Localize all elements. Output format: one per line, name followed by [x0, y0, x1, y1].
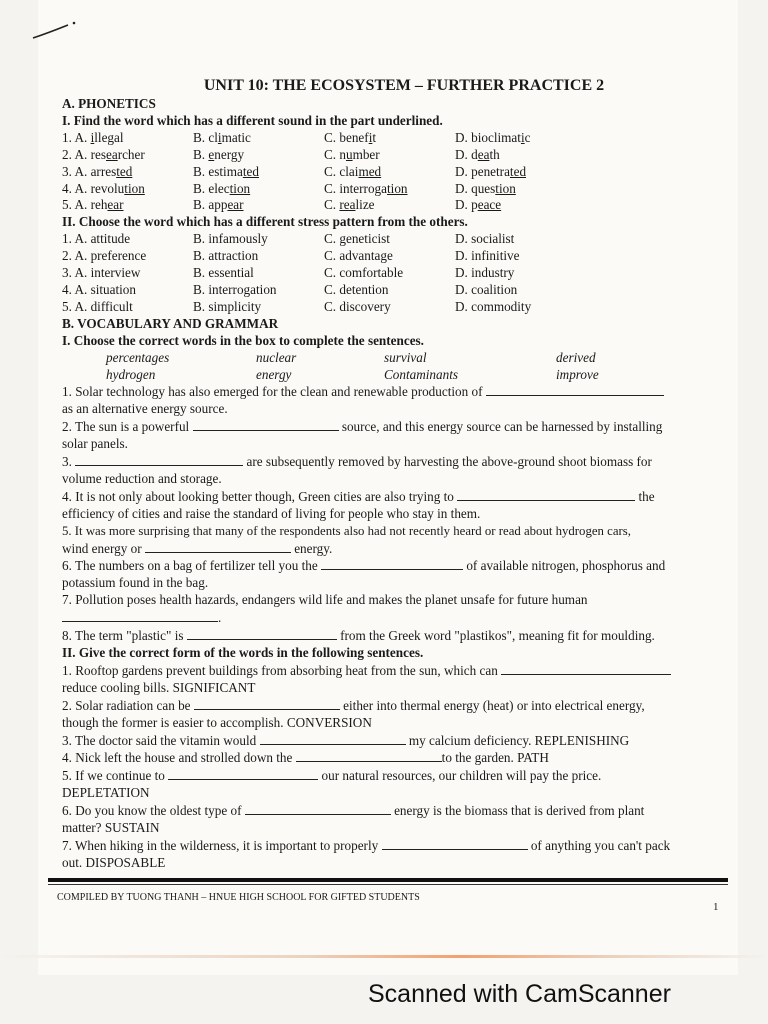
stress-row: [62, 265, 722, 282]
word-box-item: improve: [556, 366, 599, 382]
phonetics-part2-list: [62, 231, 722, 316]
word-box: [62, 350, 722, 384]
option-d: D. bioclimatic: [455, 129, 531, 145]
phonetics-row: [62, 147, 722, 164]
camscanner-watermark: Scanned with CamScanner: [368, 980, 671, 1008]
stress-row: [62, 299, 722, 316]
word-box-item: nuclear: [256, 349, 297, 365]
option-d: D. peace: [455, 197, 502, 213]
vocab-part2-heading: II. Give the correct form of the words in the following sentences.: [62, 645, 424, 660]
wordform-3: 3. The doctor said the vitamin would my calcium deficiency. REPLENISHING: [62, 732, 630, 748]
question-2: 2. The sun is a powerful source, and this energy source can be harnessed by installing: [62, 419, 663, 435]
option-c: C. geneticist: [324, 231, 390, 247]
option-b: B. estimated: [193, 163, 259, 179]
stress-row: [62, 248, 722, 265]
question-6-cont: potassium found in the bag.: [62, 575, 209, 591]
option-a: 4. A. situation: [62, 281, 136, 297]
option-b: B. energy: [193, 146, 245, 162]
stress-row: [62, 231, 722, 248]
section-vocab-heading: B. VOCABULARY AND GRAMMAR: [62, 315, 279, 331]
answer-blank[interactable]: [75, 453, 243, 466]
option-b: B. interrogation: [193, 281, 277, 297]
answer-blank[interactable]: [168, 767, 318, 780]
question-7: 7. Pollution poses health hazards, endangers wild life and makes the planet unsafe for future human: [62, 592, 588, 608]
question-3-cont: volume reduction and storage.: [62, 470, 222, 486]
option-d: D. industry: [455, 265, 515, 281]
phonetics-part1-list: [62, 130, 722, 215]
answer-blank[interactable]: [457, 488, 635, 501]
wordform-6: 6. Do you know the oldest type of energy is the biomass that is derived from plant: [62, 803, 645, 819]
option-c: C. realize: [324, 197, 375, 213]
page-title: UNIT 10: THE ECOSYSTEM – FURTHER PRACTICE 2: [203, 77, 605, 94]
option-a: 1. A. attitude: [62, 231, 131, 247]
question-7-cont: .: [62, 609, 722, 627]
answer-blank[interactable]: [194, 697, 340, 710]
option-d: D. death: [455, 146, 500, 162]
option-d: D. question: [455, 180, 516, 196]
option-b: B. simplicity: [193, 298, 262, 314]
option-c: C. interrogation: [324, 180, 408, 196]
option-a: 5. A. difficult: [62, 298, 133, 314]
word-box-item: Contaminants: [384, 366, 459, 382]
phonetics-part2-heading: II. Choose the word which has a different stress pattern from the others.: [62, 214, 468, 230]
option-a: 5. A. rehear: [62, 197, 124, 213]
option-a: 1. A. illegal: [62, 129, 124, 145]
option-c: C. discovery: [324, 298, 391, 314]
pen-mark: [30, 14, 80, 44]
answer-blank[interactable]: [187, 627, 337, 640]
question-4-cont: efficiency of cities and raise the standard of living for people who stay in them.: [62, 505, 481, 521]
wordform-7: 7. When hiking in the wilderness, it is important to properly of anything you can't pack: [62, 837, 671, 853]
phonetics-part1-heading: I. Find the word which has a different sound in the part underlined.: [62, 112, 443, 128]
stress-row: [62, 282, 722, 299]
answer-blank[interactable]: [321, 557, 463, 570]
section-phonetics-heading: A. PHONETICS: [62, 96, 156, 111]
footer-rule: [48, 878, 728, 882]
answer-blank[interactable]: [245, 802, 391, 815]
option-c: C. detention: [324, 281, 389, 297]
question-5-cont: wind energy or energy.: [62, 540, 333, 556]
option-c: C. comfortable: [324, 265, 404, 281]
word-box-item: derived: [556, 349, 596, 365]
wordform-1: 1. Rooftop gardens prevent buildings from absorbing heat from the sun, which can: [62, 662, 722, 680]
option-a: 2. A. preference: [62, 248, 147, 264]
option-c: C. benefit: [324, 129, 377, 145]
answer-blank[interactable]: [260, 732, 406, 745]
footer-rule-thin: [48, 884, 728, 885]
question-2-cont: solar panels.: [62, 436, 128, 452]
question-5: 5. It was more surprising that many of the respondents also had not recently heard or read about hydrogen cars,: [62, 523, 631, 538]
question-8: 8. The term "plastic" is from the Greek word "plastikos", meaning fit for moulding.: [62, 628, 655, 644]
wordform-7-cont: out. DISPOSABLE: [62, 854, 166, 870]
vocab-part1-heading: I. Choose the correct words in the box to complete the sentences.: [62, 332, 424, 348]
option-b: B. attraction: [193, 248, 259, 264]
option-c: C. advantage: [324, 248, 393, 264]
option-b: B. election: [193, 180, 251, 196]
option-c: C. claimed: [324, 163, 382, 179]
option-d: D. socialist: [455, 231, 515, 247]
option-d: D. penetrated: [455, 163, 527, 179]
question-1: 1. Solar technology has also emerged for the clean and renewable production of: [62, 383, 722, 401]
option-b: B. infamously: [193, 231, 268, 247]
option-a: 4. A. revolution: [62, 180, 145, 196]
wordform-4: 4. Nick left the house and strolled down the to the garden. PATH: [62, 750, 549, 766]
option-b: B. climatic: [193, 129, 251, 145]
answer-blank[interactable]: [501, 662, 671, 675]
answer-blank[interactable]: [145, 540, 291, 553]
wordform-2-cont: though the former is easier to accomplish. CONVERSION: [62, 714, 372, 730]
option-a: 3. A. interview: [62, 265, 141, 281]
wordform-6-cont: matter? SUSTAIN: [62, 820, 160, 836]
phonetics-row: [62, 181, 722, 198]
word-box-item: hydrogen: [106, 366, 156, 382]
worksheet: [62, 76, 722, 872]
question-6: 6. The numbers on a bag of fertilizer tell you the of available nitrogen, phosphorus and: [62, 558, 666, 574]
option-a: 2. A. researcher: [62, 146, 145, 162]
wordform-2: 2. Solar radiation can be either into thermal energy (heat) or into electrical energy,: [62, 697, 645, 713]
question-3: 3. are subsequently removed by harvesting the above-ground shoot biomass for: [62, 454, 652, 470]
answer-blank[interactable]: [193, 418, 339, 431]
word-box-item: percentages: [106, 349, 170, 365]
page-number: 1: [713, 901, 719, 913]
option-d: D. commodity: [455, 298, 532, 314]
question-4: 4. It is not only about looking better though, Green cities are also trying to the: [62, 488, 655, 504]
option-b: B. essential: [193, 265, 254, 281]
option-a: 3. A. arrested: [62, 163, 133, 179]
wordform-5-cont: DEPLETATION: [62, 785, 150, 801]
option-d: D. coalition: [455, 281, 518, 297]
option-d: D. infinitive: [455, 248, 520, 264]
scan-edge-artifact: [0, 955, 768, 958]
phonetics-row: [62, 130, 722, 147]
option-c: C. number: [324, 146, 380, 162]
answer-blank[interactable]: [486, 383, 664, 396]
question-1-cont: as an alternative energy source.: [62, 401, 228, 417]
wordform-1-cont: reduce cooling bills. SIGNIFICANT: [62, 679, 256, 695]
footer-credit: COMPILED BY TUONG THANH – HNUE HIGH SCHOOL FOR GIFTED STUDENTS: [57, 892, 420, 903]
option-b: B. appear: [193, 197, 244, 213]
word-box-item: energy: [256, 366, 292, 382]
word-box-item: survival: [384, 349, 427, 365]
wordform-5: 5. If we continue to our natural resources, our children will pay the price.: [62, 768, 602, 784]
phonetics-row: [62, 164, 722, 181]
answer-blank[interactable]: [296, 749, 442, 762]
answer-blank[interactable]: [382, 837, 528, 850]
answer-blank[interactable]: [62, 609, 218, 622]
phonetics-row: [62, 197, 722, 214]
